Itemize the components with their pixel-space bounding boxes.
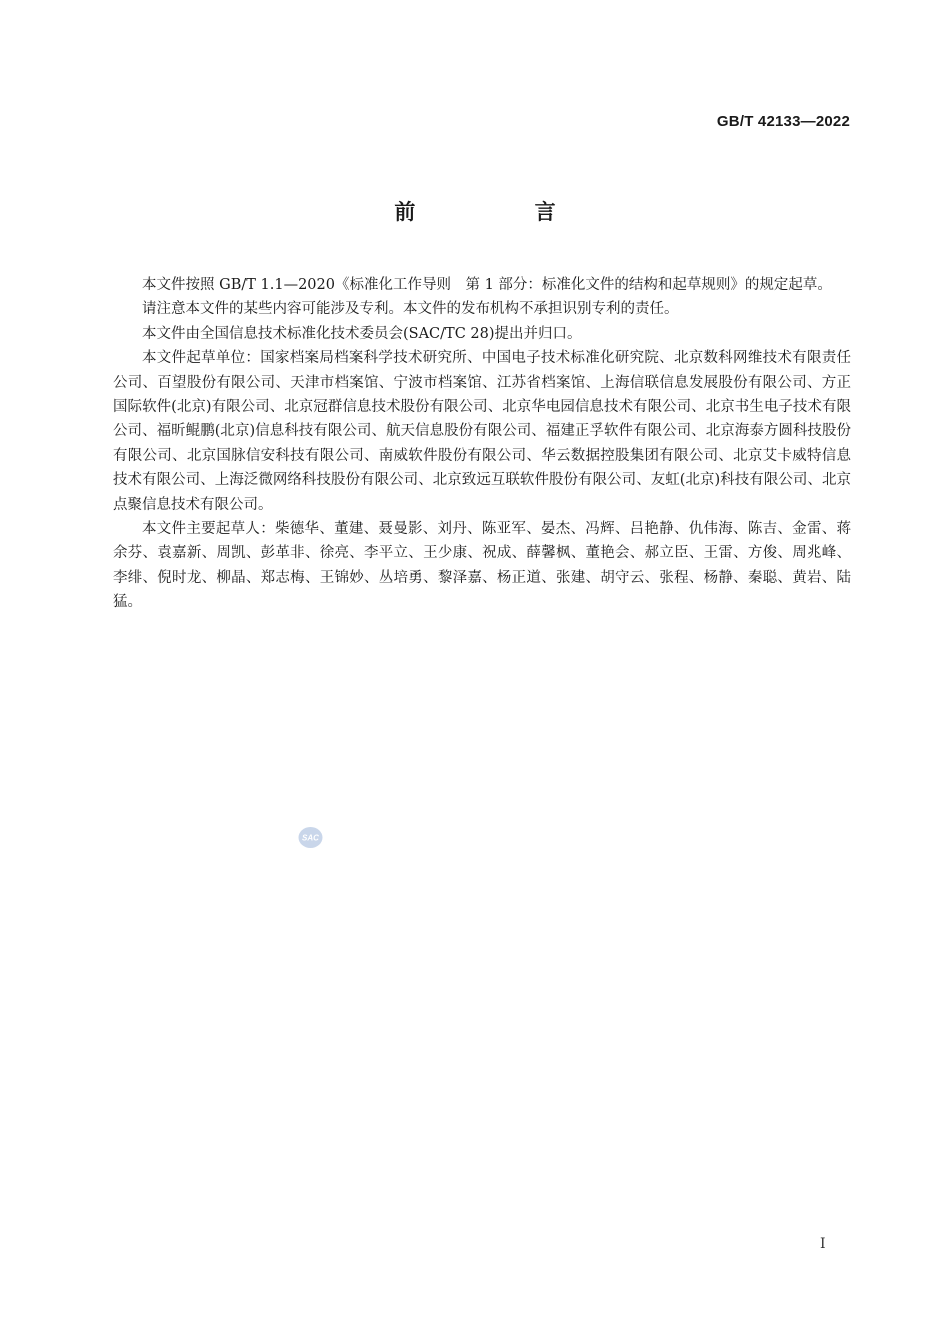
paragraph-drafters: 本文件主要起草人：柴德华、董建、聂曼影、刘丹、陈亚军、晏杰、冯辉、吕艳静、仇伟海、陈吉、金雷、蒋余芬、袁嘉新、周凯、彭革非、徐亮、李平立、王少康、祝成、薛馨枫、董艳会、郝立臣、王雷、方俊、周兆峰、李绯、倪时龙、柳晶、郑志梅、王锦妙、丛培勇、黎泽嘉、杨正道、张建、胡守云、张程、杨静、秦聪、黄岩、陆猛。 (113, 521, 851, 611)
paragraph-patent-notice: 请注意本文件的某些内容可能涉及专利。本文件的发布机构不承担识别专利的责任。 (142, 301, 679, 318)
watermark-text: SAC (302, 833, 319, 843)
document-number: GB/T 42133—2022 (716, 113, 850, 130)
page-number: I (820, 1236, 826, 1252)
sac-watermark-logo (298, 826, 323, 849)
foreword-body (113, 273, 851, 615)
page-title: 前 言 (394, 200, 612, 224)
paragraph-drafting-rules: 本文件按照 GB/T 1.1—2020《标准化工作导则 第 1 部分：标准化文件的结构和起草规则》的规定起草。 (142, 277, 832, 293)
paragraph-drafting-units: 本文件起草单位：国家档案局档案科学技术研究所、中国电子技术标准化研究院、北京数科网维技术有限责任公司、百望股份有限公司、天津市档案馆、宁波市档案馆、江苏省档案馆、上海信联信息发展股份有限公司、方正国际软件(北京)有限公司、北京冠群信息技术股份有限公司、北京华电园信息技术有限公司、北京书生电子技术有限公司、福昕鲲鹏(北京)信息科技有限公司、航天信息股份有限公司、福建正孚软件有限公司、北京海泰方圆科技股份有限公司、北京国脉信安科技有限公司、南威软件股份有限公司、华云数据控股集团有限公司、北京艾卡威特信息技术有限公司、上海泛微网络科技股份有限公司、北京致远互联软件股份有限公司、友虹(北京)科技有限公司、北京点聚信息技术有限公司。 (113, 350, 851, 513)
paragraph-proposer: 本文件由全国信息技术标准化技术委员会(SAC/TC 28)提出并归口。 (142, 325, 582, 342)
